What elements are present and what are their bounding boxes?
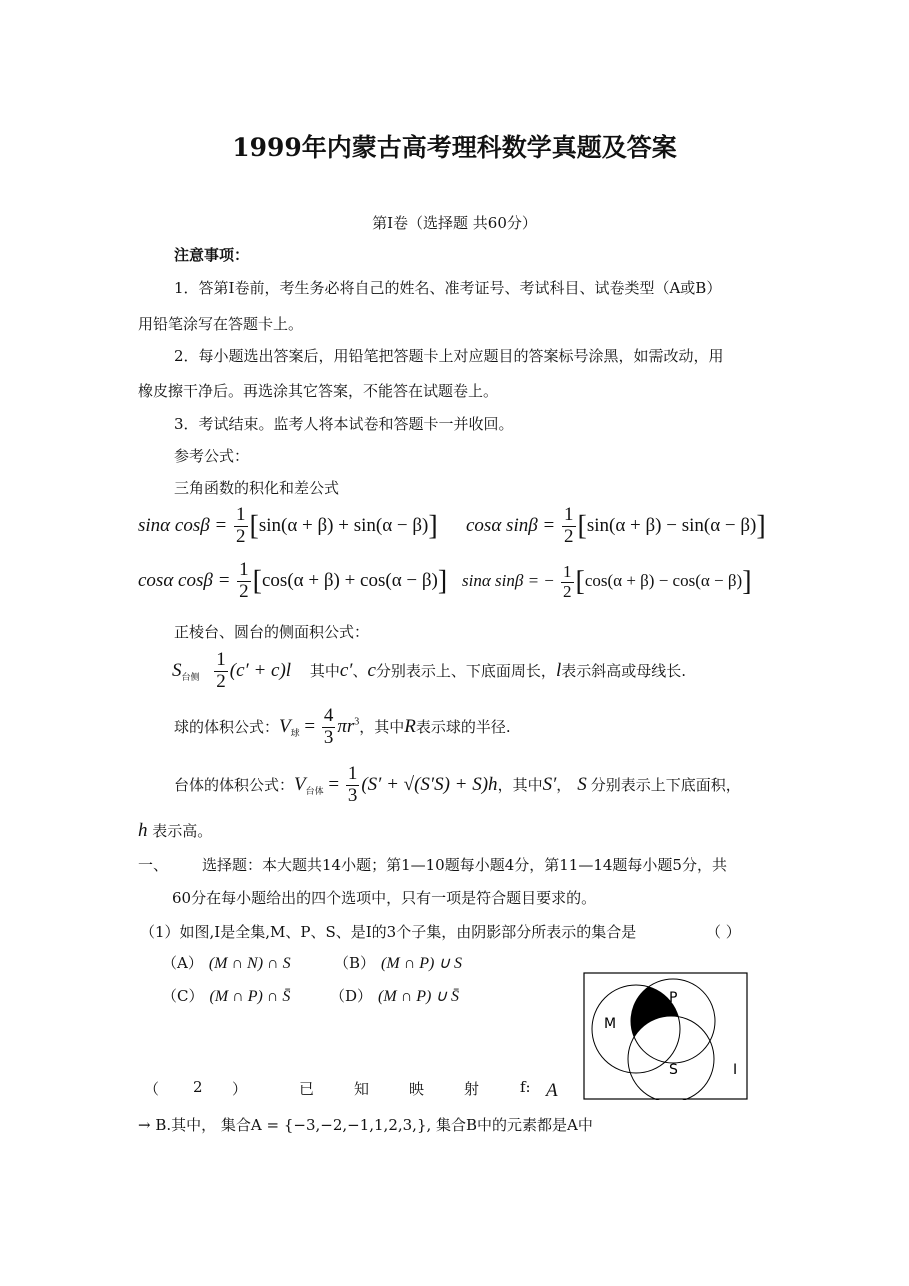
formula-lhs: cosα cosβ = xyxy=(138,569,231,591)
q2-set-a: A xyxy=(546,1080,558,1101)
q2-char-8: f: xyxy=(520,1078,531,1096)
label-p: P xyxy=(669,990,678,1006)
formula-rhs: cos(α + β) + cos(α − β) xyxy=(262,569,438,591)
label-s: S xyxy=(669,1062,678,1078)
option-c: （C） (M ∩ P) ∩ S̄ xyxy=(162,987,291,1005)
option-b: （B） (M ∩ P) ∪ S xyxy=(334,954,463,972)
sphere-volume-formula: 球的体积公式：$V_球$ = $\frac{4}{3}$ $\pi r^3$，其中R表示球的半径. xyxy=(174,705,511,748)
option-d: （D） (M ∩ P) ∪ S̄ xyxy=(330,987,460,1005)
fraction-half: $\frac{1}{2}$ xyxy=(236,504,246,547)
notice-line-2: 用铅笔涂写在答题卡上。 xyxy=(138,315,304,333)
formula-sin-sin: sinα sinβ = − $\frac{1}{2}$ [cos(α + β) − cos(α − β)] xyxy=(462,562,752,601)
q2-char-6: 映 xyxy=(409,1080,425,1098)
q2-char-7: 射 xyxy=(464,1080,480,1098)
notice-line-3: 2．每小题选出答案后，用铅笔把答题卡上对应题目的答案标号涂黑，如需改动，用 xyxy=(174,347,724,365)
question-1-stem: （1）如图,Ⅰ是全集,M、P、S、是Ⅰ的3个子集，由阴影部分所表示的集合是 xyxy=(140,923,637,941)
formula-cos-cos: cosα cosβ = $\frac{1}{2}$ [cos(α + β) + cos(α − β)] xyxy=(138,559,448,602)
fraction-half: $\frac{1}{2}$ xyxy=(216,649,226,692)
lateral-formula: $S_{台侧}$ $\frac{1}{2}$ (c′ + c)l 其中c′、c分别表示上、下底面周长，l表示斜高或母线长. xyxy=(172,649,686,692)
fraction-half: $\frac{1}{2}$ xyxy=(564,504,574,547)
frustum-volume-formula: 台体的体积公式：$V_{台体}$ = $\frac{1}{3}$ (S′ + √(S′S) + S)h，其中S′， S 分别表示上下底面积， xyxy=(174,763,741,806)
trig-heading: 三角函数的积化和差公式 xyxy=(174,479,340,497)
q2-char-2: 2 xyxy=(193,1078,203,1096)
frustum-desc-line-2: h 表示高。 xyxy=(138,820,213,841)
part-one-line-2: 60分在每小题给出的四个选项中，只有一项是符合题目要求的。 xyxy=(172,889,597,907)
page-title: 1999年内蒙古高考理科数学真题及答案 xyxy=(232,133,677,162)
formula-rhs: cos(α + β) − cos(α − β) xyxy=(584,571,743,591)
formula-cos-sin: cosα sinβ = $\frac{1}{2}$ [sin(α + β) − sin(α − β)] xyxy=(466,504,766,547)
fraction-half: $\frac{1}{2}$ xyxy=(239,559,249,602)
answer-paren: （ ） xyxy=(706,923,741,941)
formula-sin-cos: sinα cosβ = $\frac{1}{2}$ [sin(α + β) + sin(α − β)] xyxy=(138,504,438,547)
notice-line-5: 3．考试结束。监考人将本试卷和答题卡一并收回。 xyxy=(174,415,514,433)
option-a: （A） (M ∩ N) ∩ S xyxy=(162,954,291,972)
label-m: M xyxy=(604,1016,617,1032)
reference-formula-label: 参考公式： xyxy=(174,447,250,465)
section-heading: 第Ⅰ卷（选择题 共60分） xyxy=(372,214,537,232)
q2-char-4: 已 xyxy=(299,1080,315,1098)
notice-heading: 注意事项： xyxy=(174,246,250,264)
lateral-heading: 正棱台、圆台的侧面积公式： xyxy=(174,623,370,641)
part-one-number: 一、 xyxy=(138,856,169,874)
formula-rhs: sin(α + β) + sin(α − β) xyxy=(258,514,429,536)
question-2-line-2: → B.其中， 集合A = {−3,−2,−1,1,2,3,}, 集合B中的元素都是A中 xyxy=(138,1116,593,1134)
q2-char-1: （ xyxy=(144,1080,160,1098)
notice-line-4: 橡皮擦干净后。再选涂其它答案，不能答在试题卷上。 xyxy=(138,382,499,400)
label-i: I xyxy=(733,1062,738,1078)
formula-lhs: sinα sinβ = − xyxy=(462,571,555,591)
formula-rhs: sin(α + β) − sin(α − β) xyxy=(586,514,757,536)
venn-diagram xyxy=(583,972,748,1100)
formula-lhs: sinα cosβ = xyxy=(138,514,228,536)
q2-char-5: 知 xyxy=(354,1080,370,1098)
formula-lhs: cosα sinβ = xyxy=(466,514,556,536)
q2-char-3: ） xyxy=(232,1080,248,1098)
notice-line-1: 1．答第Ⅰ卷前，考生务必将自己的姓名、准考证号、考试科目、试卷类型（A或B） xyxy=(174,279,722,297)
part-one-line-1: 选择题：本大题共14小题；第1—10题每小题4分，第11—14题每小题5分，共 xyxy=(202,856,727,874)
fraction-half: $\frac{1}{2}$ xyxy=(563,562,572,601)
